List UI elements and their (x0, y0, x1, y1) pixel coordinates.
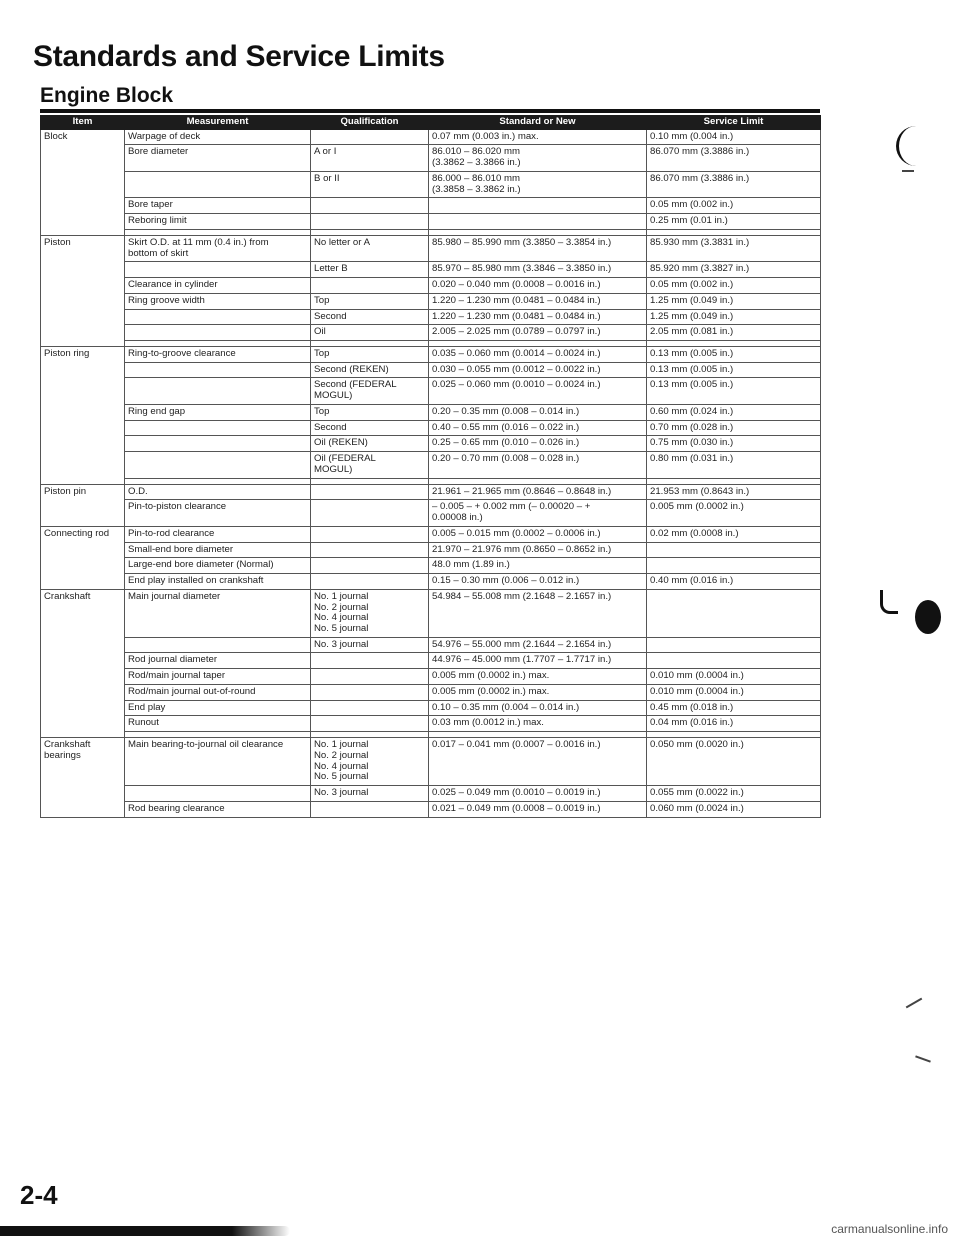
cell-line: MOGUL) (314, 463, 353, 475)
cell-line: bearings (44, 749, 81, 761)
table-row (41, 637, 821, 653)
cell-line: 0.00008 in.) (432, 512, 483, 524)
qualification-cell: Second (REKEN) (311, 362, 429, 378)
service-limit-cell (647, 378, 821, 404)
cell-line: 0.70 mm (0.028 in.) (650, 421, 734, 433)
cell-line: 0.13 mm (0.005 in.) (650, 379, 734, 391)
measurement-cell: Ring groove width (125, 293, 311, 309)
table-row (41, 500, 821, 526)
cell-line: Skirt O.D. at 11 mm (0.4 in.) from (128, 236, 269, 248)
cell-line: 85.920 mm (3.3827 in.) (650, 263, 750, 275)
measurement-cell (125, 378, 311, 404)
standard-cell (429, 362, 647, 378)
cell-line: 0.40 – 0.55 mm (0.016 – 0.022 in.) (432, 421, 580, 433)
table-row (41, 378, 821, 404)
cell-line: 85.980 – 85.990 mm (3.3850 – 3.3854 in.) (432, 236, 612, 248)
cell-line: 0.025 – 0.060 mm (0.0010 – 0.0024 in.) (432, 379, 601, 391)
cell-line: 0.10 mm (0.004 in.) (650, 130, 734, 142)
standard-cell (429, 700, 647, 716)
measurement-cell: Ring-to-groove clearance (125, 347, 311, 363)
table-header-row (41, 116, 821, 130)
standard-cell (429, 786, 647, 802)
binder-dot (915, 600, 941, 634)
measurement-cell (125, 262, 311, 278)
cell-line: No. 5 journal (314, 771, 369, 783)
header-measurement: Measurement (125, 116, 311, 130)
cell-line: 0.020 – 0.040 mm (0.0008 – 0.0016 in.) (432, 279, 601, 291)
cell-line: 21.970 – 21.976 mm (0.8650 – 0.8652 in.) (432, 543, 612, 555)
cell-line: No. 1 journal (314, 590, 369, 602)
table-row (41, 293, 821, 309)
measurement-cell: Clearance in cylinder (125, 278, 311, 294)
cell-line: (3.3862 – 3.3866 in.) (432, 157, 521, 169)
item-cell: Piston ring (41, 347, 125, 485)
cell-line: 0.02 mm (0.0008 in.) (650, 527, 739, 539)
service-limit-cell (647, 700, 821, 716)
table-row (41, 700, 821, 716)
cell-line: 0.050 mm (0.0020 in.) (650, 739, 744, 751)
measurement-cell (125, 786, 311, 802)
table-row (41, 325, 821, 341)
service-limit-cell (647, 574, 821, 590)
cell-line: 1.25 mm (0.049 in.) (650, 294, 734, 306)
qualification-cell (311, 684, 429, 700)
table-row (41, 262, 821, 278)
spec-table (40, 115, 821, 818)
qualification-cell (311, 500, 429, 526)
standard-cell (429, 171, 647, 197)
section-rule (40, 109, 820, 113)
qualification-cell: No. 3 journal (311, 637, 429, 653)
table-row (41, 542, 821, 558)
table-row (41, 214, 821, 230)
cell-line: 54.984 – 55.008 mm (2.1648 – 2.1657 in.) (432, 590, 612, 602)
cell-line: 0.030 – 0.055 mm (0.0012 – 0.0022 in.) (432, 363, 601, 375)
measurement-cell: End play (125, 700, 311, 716)
qualification-cell (311, 129, 429, 145)
cell-line: 0.07 mm (0.003 in.) max. (432, 130, 539, 142)
qualification-cell (311, 700, 429, 716)
table-row (41, 198, 821, 214)
cell-line: 0.10 – 0.35 mm (0.004 – 0.014 in.) (432, 701, 580, 713)
page-number: 2-4 (20, 1180, 58, 1210)
cell-line: 0.20 – 0.35 mm (0.008 – 0.014 in.) (432, 405, 580, 417)
cell-line: 86.000 – 86.010 mm (432, 172, 521, 184)
standard-cell (429, 452, 647, 478)
qualification-cell: Top (311, 293, 429, 309)
table-row (41, 526, 821, 542)
service-limit-cell (647, 436, 821, 452)
measurement-cell (125, 420, 311, 436)
qualification-cell: Top (311, 404, 429, 420)
qualification-cell (311, 589, 429, 637)
cell-line: 0.010 mm (0.0004 in.) (650, 670, 744, 682)
cell-line: 0.005 – 0.015 mm (0.0002 – 0.0006 in.) (432, 527, 601, 539)
measurement-cell: Main bearing-to-journal oil clearance (125, 738, 311, 786)
standard-cell (429, 526, 647, 542)
measurement-cell: Bore taper (125, 198, 311, 214)
measurement-cell (125, 171, 311, 197)
service-limit-cell (647, 526, 821, 542)
service-limit-cell (647, 484, 821, 500)
service-limit-cell (647, 801, 821, 817)
table-row (41, 801, 821, 817)
table-row (41, 786, 821, 802)
cell-line: 21.953 mm (0.8643 in.) (650, 485, 750, 497)
qualification-cell: Second (311, 309, 429, 325)
service-limit-cell (647, 669, 821, 685)
cell-line: No. 5 journal (314, 622, 369, 634)
table-row (41, 669, 821, 685)
cell-line: No. 2 journal (314, 601, 369, 613)
measurement-cell: Small-end bore diameter (125, 542, 311, 558)
qualification-cell: No. 3 journal (311, 786, 429, 802)
service-limit-cell (647, 500, 821, 526)
service-limit-cell (647, 404, 821, 420)
cell-line: bottom of skirt (128, 247, 189, 259)
measurement-cell (125, 325, 311, 341)
item-cell (41, 738, 125, 817)
qualification-cell (311, 669, 429, 685)
cell-line: 0.021 – 0.049 mm (0.0008 – 0.0019 in.) (432, 802, 601, 814)
service-limit-cell (647, 309, 821, 325)
standard-cell (429, 129, 647, 145)
qualification-cell (311, 801, 429, 817)
qualification-cell: Top (311, 347, 429, 363)
service-limit-cell (647, 171, 821, 197)
standard-cell (429, 235, 647, 261)
table-row (41, 452, 821, 478)
cell-line: 0.25 – 0.65 mm (0.010 – 0.026 in.) (432, 437, 580, 449)
item-cell: Connecting rod (41, 526, 125, 589)
cell-line: 85.930 mm (3.3831 in.) (650, 236, 750, 248)
standard-cell (429, 589, 647, 637)
measurement-cell (125, 309, 311, 325)
service-limit-cell (647, 129, 821, 145)
service-limit-cell (647, 558, 821, 574)
cell-line: No. 1 journal (314, 739, 369, 751)
cell-line: 0.13 mm (0.005 in.) (650, 363, 734, 375)
cell-line: 0.017 – 0.041 mm (0.0007 – 0.0016 in.) (432, 739, 601, 751)
cell-line: 0.010 mm (0.0004 in.) (650, 685, 744, 697)
qualification-cell: Oil (311, 325, 429, 341)
service-limit-cell (647, 235, 821, 261)
table-row (41, 362, 821, 378)
standard-cell (429, 214, 647, 230)
service-limit-cell (647, 653, 821, 669)
qualification-cell (311, 378, 429, 404)
tick-mark (915, 1055, 931, 1062)
item-cell: Crankshaft (41, 589, 125, 737)
table-row (41, 484, 821, 500)
measurement-cell (125, 637, 311, 653)
qualification-cell (311, 198, 429, 214)
standard-cell (429, 500, 647, 526)
qualification-cell (311, 738, 429, 786)
standard-cell (429, 145, 647, 171)
standard-cell (429, 404, 647, 420)
cell-line: No. 4 journal (314, 760, 369, 772)
table-row (41, 347, 821, 363)
measurement-cell: Pin-to-piston clearance (125, 500, 311, 526)
table-row (41, 309, 821, 325)
table-row (41, 171, 821, 197)
cell-line: Crankshaft (44, 739, 91, 751)
measurement-cell: Runout (125, 716, 311, 732)
measurement-cell: Rod/main journal taper (125, 669, 311, 685)
cell-line: 48.0 mm (1.89 in.) (432, 559, 510, 571)
cell-line: No. 4 journal (314, 612, 369, 624)
service-limit-cell (647, 716, 821, 732)
header-service-limit: Service Limit (647, 116, 821, 130)
cell-line: 86.010 – 86.020 mm (432, 146, 521, 158)
measurement-cell (125, 436, 311, 452)
binder-hook (880, 590, 898, 614)
table-row (41, 738, 821, 786)
standard-cell (429, 684, 647, 700)
table-row (41, 436, 821, 452)
measurement-cell: Rod bearing clearance (125, 801, 311, 817)
binder-mark (896, 126, 918, 166)
cell-line: 0.005 mm (0.0002 in.) max. (432, 685, 550, 697)
qualification-cell (311, 452, 429, 478)
measurement-cell: Ring end gap (125, 404, 311, 420)
cell-line: Second (FEDERAL (314, 379, 397, 391)
table-row (41, 558, 821, 574)
cell-line: 0.25 mm (0.01 in.) (650, 215, 728, 227)
standard-cell (429, 347, 647, 363)
cell-line: (3.3858 – 3.3862 in.) (432, 183, 521, 195)
cell-line: 0.45 mm (0.018 in.) (650, 701, 734, 713)
cell-line: 0.055 mm (0.0022 in.) (650, 787, 744, 799)
cell-line: 21.961 – 21.965 mm (0.8646 – 0.8648 in.) (432, 485, 612, 497)
cell-line: 0.005 mm (0.0002 in.) max. (432, 670, 550, 682)
cell-line: 0.05 mm (0.002 in.) (650, 199, 734, 211)
cell-line: 2.005 – 2.025 mm (0.0789 – 0.0797 in.) (432, 326, 601, 338)
table-body (41, 129, 821, 817)
qualification-cell: Second (311, 420, 429, 436)
measurement-cell: Rod journal diameter (125, 653, 311, 669)
qualification-cell (311, 278, 429, 294)
section-title: Engine Block (40, 84, 174, 107)
service-limit-cell (647, 786, 821, 802)
qualification-cell: Letter B (311, 262, 429, 278)
cell-line: 86.070 mm (3.3886 in.) (650, 172, 750, 184)
measurement-cell (125, 235, 311, 261)
cell-line: 0.05 mm (0.002 in.) (650, 279, 734, 291)
service-limit-cell (647, 738, 821, 786)
cell-line: 0.035 – 0.060 mm (0.0014 – 0.0024 in.) (432, 348, 601, 360)
standard-cell (429, 637, 647, 653)
cell-line: 0.20 – 0.70 mm (0.008 – 0.028 in.) (432, 453, 580, 465)
service-limit-cell (647, 589, 821, 637)
cell-line: 0.025 – 0.049 mm (0.0010 – 0.0019 in.) (432, 787, 601, 799)
service-limit-cell (647, 420, 821, 436)
standard-cell (429, 542, 647, 558)
standard-cell (429, 436, 647, 452)
standard-cell (429, 484, 647, 500)
cell-line: 0.15 – 0.30 mm (0.006 – 0.012 in.) (432, 575, 580, 587)
measurement-cell: O.D. (125, 484, 311, 500)
qualification-cell (311, 484, 429, 500)
standard-cell (429, 198, 647, 214)
tick-mark (906, 998, 923, 1009)
cell-line: 0.60 mm (0.024 in.) (650, 405, 734, 417)
service-limit-cell (647, 293, 821, 309)
cell-line: 1.25 mm (0.049 in.) (650, 310, 734, 322)
measurement-cell (125, 452, 311, 478)
cell-line: No. 2 journal (314, 749, 369, 761)
cell-line: 0.005 mm (0.0002 in.) (650, 501, 744, 513)
standard-cell (429, 558, 647, 574)
qualification-cell: B or II (311, 171, 429, 197)
qualification-cell (311, 716, 429, 732)
standard-cell (429, 278, 647, 294)
service-limit-cell (647, 542, 821, 558)
service-limit-cell (647, 325, 821, 341)
footer-bar (0, 1226, 290, 1236)
page-title: Standards and Service Limits (33, 40, 445, 73)
table-row (41, 716, 821, 732)
table-row (41, 145, 821, 171)
service-limit-cell (647, 347, 821, 363)
header-qualification: Qualification (311, 116, 429, 130)
measurement-cell: Reboring limit (125, 214, 311, 230)
measurement-cell: Large-end bore diameter (Normal) (125, 558, 311, 574)
cell-line: 0.03 mm (0.0012 in.) max. (432, 717, 544, 729)
table-row (41, 404, 821, 420)
standard-cell (429, 420, 647, 436)
qualification-cell: Oil (REKEN) (311, 436, 429, 452)
cell-line: 0.75 mm (0.030 in.) (650, 437, 734, 449)
cell-line: 1.220 – 1.230 mm (0.0481 – 0.0484 in.) (432, 310, 601, 322)
service-limit-cell (647, 214, 821, 230)
service-limit-cell (647, 145, 821, 171)
tick-mark (902, 170, 914, 172)
measurement-cell (125, 362, 311, 378)
cell-line: 0.04 mm (0.016 in.) (650, 717, 734, 729)
cell-line: 0.13 mm (0.005 in.) (650, 348, 734, 360)
cell-line: 0.80 mm (0.031 in.) (650, 453, 734, 465)
standard-cell (429, 378, 647, 404)
standard-cell (429, 653, 647, 669)
standard-cell (429, 738, 647, 786)
standard-cell (429, 293, 647, 309)
table-row (41, 235, 821, 261)
table-row (41, 420, 821, 436)
qualification-cell (311, 526, 429, 542)
measurement-cell: End play installed on crankshaft (125, 574, 311, 590)
qualification-cell (311, 542, 429, 558)
service-limit-cell (647, 362, 821, 378)
cell-line: 86.070 mm (3.3886 in.) (650, 146, 750, 158)
service-limit-cell (647, 684, 821, 700)
table-row (41, 129, 821, 145)
measurement-cell: Rod/main journal out-of-round (125, 684, 311, 700)
service-limit-cell (647, 198, 821, 214)
service-limit-cell (647, 278, 821, 294)
cell-line: 1.220 – 1.230 mm (0.0481 – 0.0484 in.) (432, 294, 601, 306)
qualification-cell: A or I (311, 145, 429, 171)
service-limit-cell (647, 452, 821, 478)
cell-line: 0.40 mm (0.016 in.) (650, 575, 734, 587)
service-limit-cell (647, 637, 821, 653)
standard-cell (429, 325, 647, 341)
item-cell: Piston pin (41, 484, 125, 526)
measurement-cell: Pin-to-rod clearance (125, 526, 311, 542)
measurement-cell: Warpage of deck (125, 129, 311, 145)
qualification-cell (311, 574, 429, 590)
item-cell: Block (41, 129, 125, 235)
qualification-cell (311, 214, 429, 230)
watermark: carmanualsonline.info (831, 1222, 948, 1236)
qualification-cell (311, 558, 429, 574)
measurement-cell: Main journal diameter (125, 589, 311, 637)
standard-cell (429, 309, 647, 325)
cell-line: 44.976 – 45.000 mm (1.7707 – 1.7717 in.) (432, 654, 612, 666)
service-limit-cell (647, 262, 821, 278)
cell-line: 0.060 mm (0.0024 in.) (650, 802, 744, 814)
standard-cell (429, 801, 647, 817)
standard-cell (429, 669, 647, 685)
standard-cell (429, 716, 647, 732)
item-cell: Piston (41, 235, 125, 346)
table-row (41, 684, 821, 700)
standard-cell (429, 262, 647, 278)
cell-line: 85.970 – 85.980 mm (3.3846 – 3.3850 in.) (432, 263, 612, 275)
cell-line: Oil (FEDERAL (314, 453, 376, 465)
table-row (41, 278, 821, 294)
table-row (41, 653, 821, 669)
header-standard: Standard or New (429, 116, 647, 130)
cell-line: 54.976 – 55.000 mm (2.1644 – 2.1654 in.) (432, 638, 612, 650)
cell-line: – 0.005 – + 0.002 mm (– 0.00020 – + (432, 501, 591, 513)
table-row (41, 589, 821, 637)
standard-cell (429, 574, 647, 590)
qualification-cell (311, 653, 429, 669)
table-row (41, 574, 821, 590)
header-item: Item (41, 116, 125, 130)
measurement-cell: Bore diameter (125, 145, 311, 171)
cell-line: MOGUL) (314, 390, 353, 402)
cell-line: 2.05 mm (0.081 in.) (650, 326, 734, 338)
qualification-cell: No letter or A (311, 235, 429, 261)
